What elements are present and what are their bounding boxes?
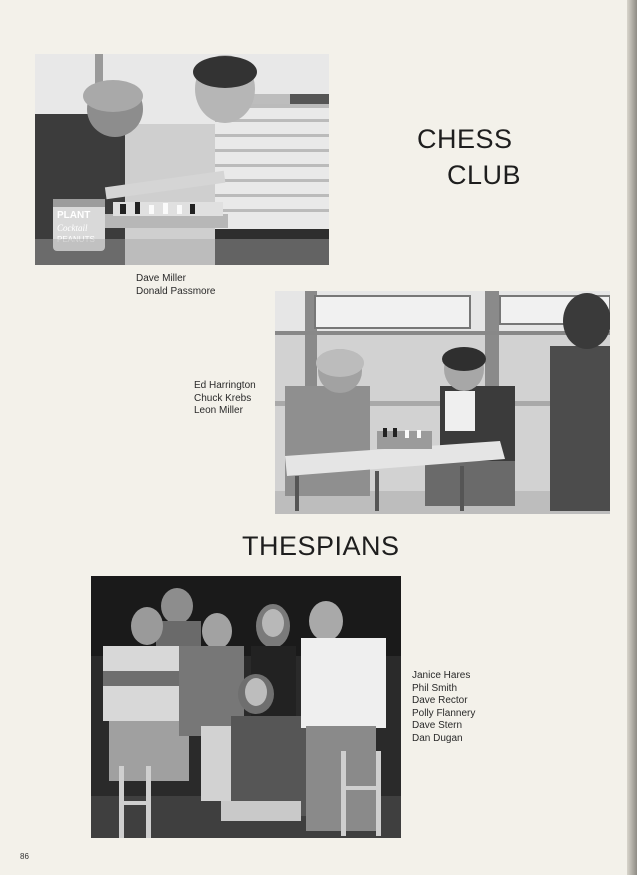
chess-club-title-line-1: CHESS	[417, 124, 513, 154]
caption-name: Chuck Krebs	[194, 392, 252, 404]
chess-caption-2	[194, 380, 256, 418]
caption-name: Dave Stern	[412, 720, 463, 731]
caption-name: Dan Dugan	[412, 732, 463, 744]
caption-name: Ed Harrington	[194, 380, 256, 391]
page-edge	[627, 0, 637, 875]
can-label-line-2: Cocktail	[57, 223, 88, 233]
caption-name: Leon Miller	[194, 405, 243, 416]
thespians-title: THESPIANS	[242, 531, 400, 561]
can-label-line-1: PLANT	[57, 210, 91, 221]
caption-name: Donald Passmore	[136, 285, 216, 297]
chess-photo-1	[35, 54, 329, 265]
can-label-line-3: PEANUTS	[57, 235, 95, 244]
caption-name: Dave Rector	[412, 695, 468, 706]
chess-photo-2	[275, 291, 610, 514]
page-number: 86	[20, 852, 29, 861]
chess-club-title-line-2: CLUB	[447, 160, 522, 190]
caption-name: Phil Smith	[412, 682, 458, 694]
thespians-photo	[91, 576, 401, 838]
chess-caption-1	[136, 273, 215, 298]
caption-name: Dave Miller	[136, 273, 187, 284]
caption-name: Polly Flannery	[412, 707, 476, 719]
caption-name: Janice Hares	[412, 670, 471, 681]
thespians-caption	[412, 670, 475, 745]
